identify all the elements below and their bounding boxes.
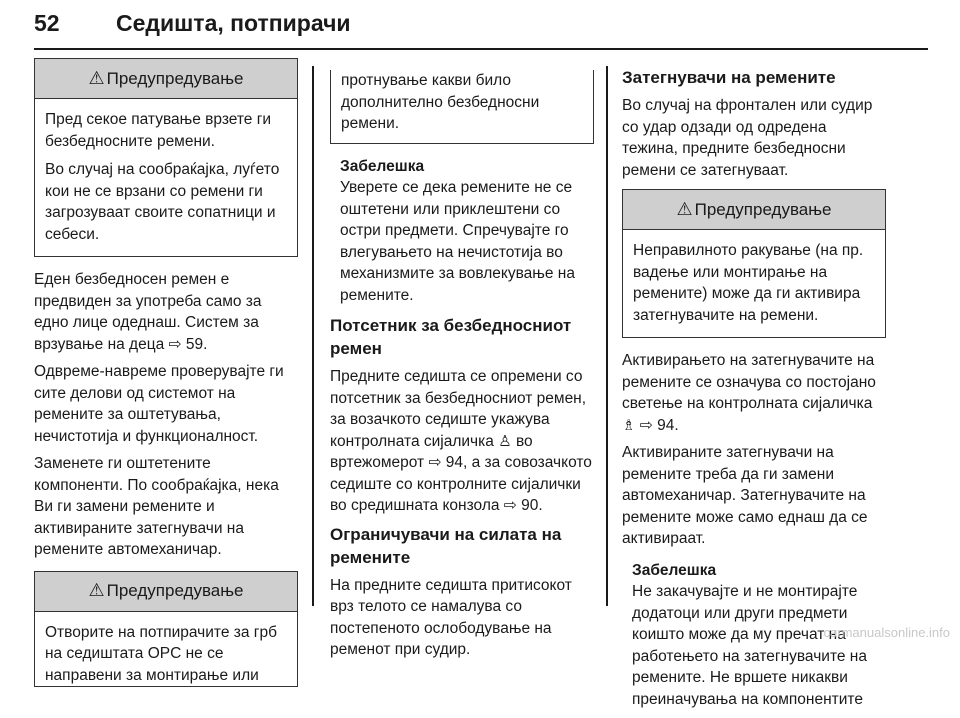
warning-header (623, 190, 885, 230)
warning-body (35, 99, 297, 256)
page-reference[interactable]: 90. (521, 497, 543, 514)
page-reference-arrow-icon: ⇨ (428, 454, 442, 471)
paragraph: Активираните затегнувачи на ремените треба да ги замени автомеханичар. Затегнувачите на ремените може само еднаш да се активираат. (622, 444, 868, 547)
airbag-pretensioner-icon: ♗ (622, 416, 636, 434)
warning-box (622, 189, 886, 338)
warning-box (34, 571, 298, 688)
warning-header (35, 572, 297, 612)
column-3 (622, 66, 886, 718)
warning-header (35, 59, 297, 99)
note-block (330, 156, 594, 307)
page-reference-arrow-icon: ⇨ (639, 416, 653, 434)
note-text: Уверете се дека ремените не се оштетени или приклештени со остри предмети. Спречувајте го влегувањето на нечистотија во механизмите за вовлекување на ремените. (340, 179, 575, 304)
note-title: Забелешка (340, 157, 425, 175)
header-rule (34, 48, 928, 50)
paragraph-text: во вртежомерот (330, 432, 533, 471)
warning-text: Пред секое патување врзете ги безбедносните ремени. (45, 111, 272, 150)
warning-body (35, 612, 297, 687)
page-reference-arrow-icon: ⇨ (168, 335, 182, 353)
section-heading: Затегнувачи на ремените (622, 68, 836, 87)
warning-triangle-icon: ⚠ (676, 198, 693, 219)
page-header (34, 4, 934, 48)
paragraph-text: Еден безбедносен ремен е предвиден за употреба само за едно лице одеднаш. Систем за врзување на деца (34, 271, 262, 353)
paragraph (34, 269, 298, 355)
page-number: 52 (34, 10, 60, 36)
warning-text: Во случај на сообраќајка, луѓето кои не се врзани со ремени ги загрозуваат своите сопатници и себеси. (45, 161, 280, 243)
paragraph (330, 366, 594, 517)
paragraph-text: Активирањето на затегнувачите на ремените се означува со постојано светење на контролната сијаличка (622, 352, 876, 412)
page-reference[interactable]: 94, а за совозачкото седиште со контролните сијалички во средишната конзола (330, 454, 592, 514)
paragraph (622, 350, 886, 436)
paragraph: Заменете ги оштетените компоненти. По сообраќајка, нека Ви ги замени ремените и активираните затегнувачи на ремените автомеханичар. (34, 455, 279, 558)
warning-continuation (330, 70, 594, 144)
note-title: Забелешка (632, 561, 717, 579)
warning-body (623, 230, 885, 337)
section-heading: Ограничувачи на силата на ремените (330, 524, 562, 567)
column-1 (34, 58, 298, 699)
section-heading: Потсетник за безбедносниот ремен (330, 316, 572, 358)
watermark: carmanualsonline.info (823, 625, 950, 640)
column-divider (312, 66, 314, 606)
page-reference[interactable]: 59. (185, 335, 208, 353)
chapter-title: Седишта, потпирачи (116, 10, 351, 36)
paragraph-text: Предните седишта се опремени со потсетник за безбедносниот ремен, за возачкото седиште укажува контролната сијаличка (330, 368, 587, 450)
seatbelt-reminder-icon: ♙ (498, 432, 512, 450)
warning-triangle-icon: ⚠ (88, 67, 105, 88)
paragraph: На предните седишта притисокот врз телото се намалува со постепеното ослободување на ременот при судир. (330, 576, 572, 658)
warning-text: протнување какви било дополнително безбедносни ремени. (341, 72, 540, 132)
column-2 (330, 70, 594, 667)
warning-text: Неправилното ракување (на пр. вадење или монтирање на ремените) може да ги активира затегнувачите на ремени. (633, 242, 864, 324)
warning-title: Предупредување (694, 199, 832, 219)
warning-triangle-icon: ⚠ (88, 580, 105, 601)
paragraph: Во случај на фронтален или судир со удар одзади од одредена тежина, предните безбедносни ремени се затегнуваат. (622, 97, 873, 179)
column-divider (606, 66, 608, 606)
page-reference-arrow-icon: ⇨ (503, 497, 517, 514)
warning-title: Предупредување (106, 68, 244, 88)
note-text: Не закачувајте и не монтирајте додатоци или други предмети коишто може да му пречат на работењето на затегнувачите на ремените. Не вршете никакви преиначувања на компонентите (632, 583, 867, 708)
warning-title: Предупредување (106, 581, 244, 601)
page-reference[interactable]: 94. (657, 416, 679, 434)
warning-text: Отворите на потпирачите за грб на седиштата OPC не се направени за монтирање или (45, 623, 277, 684)
paragraph: Одвреме-навреме проверувајте ги сите делови од системот на ремените за оштетувања, нечистотија и функционалност. (34, 363, 284, 445)
warning-box (34, 58, 298, 257)
